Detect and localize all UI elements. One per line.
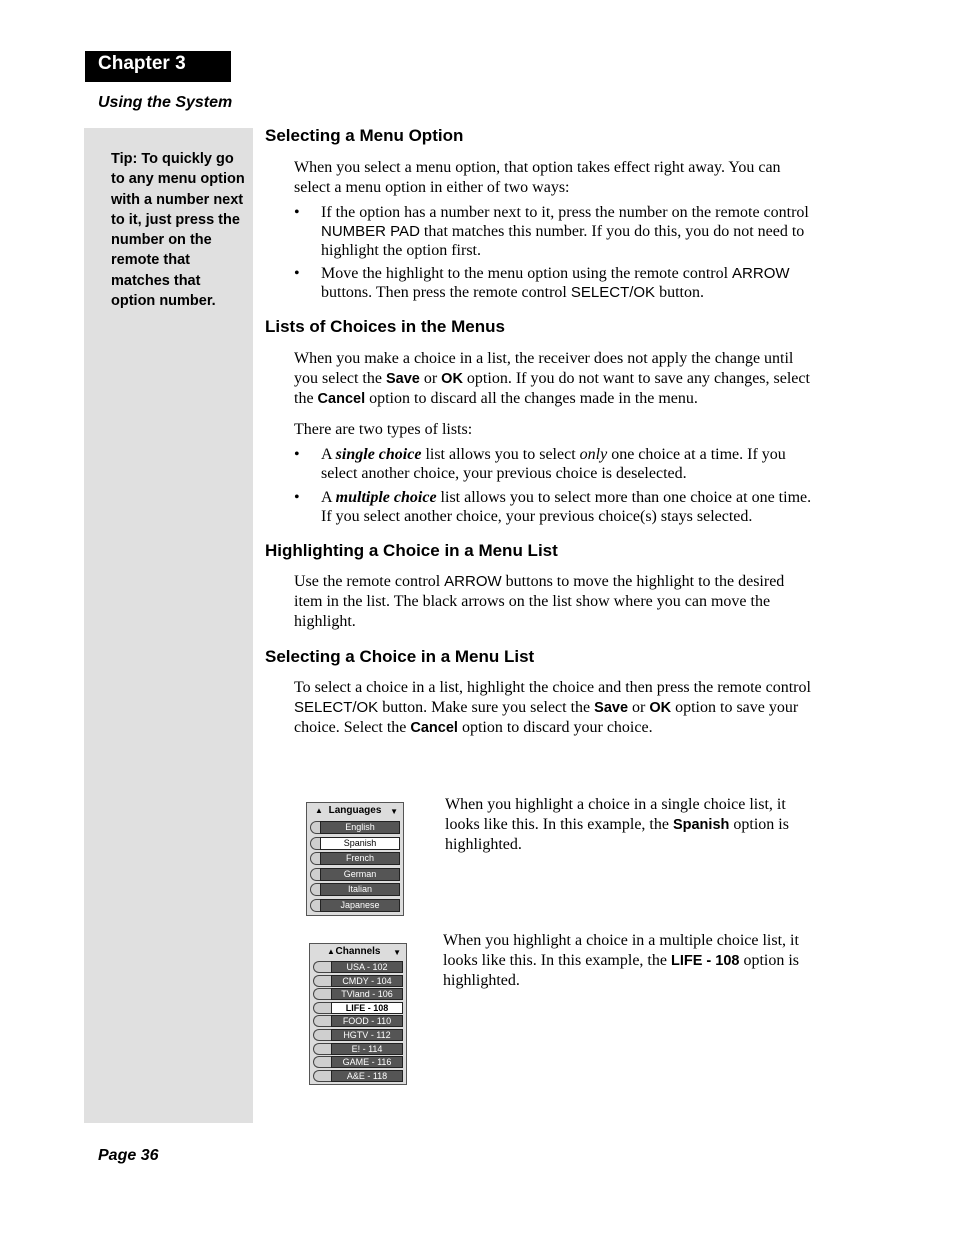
- chapter-text: Chapter 3: [98, 53, 186, 74]
- list-option[interactable]: [313, 1070, 403, 1082]
- languages-list: [306, 802, 404, 916]
- heading-lists-of-choices: Lists of Choices in the Menus: [265, 317, 505, 336]
- option-label: German: [320, 868, 400, 881]
- heading-highlighting-choice: Highlighting a Choice in a Menu List: [265, 541, 558, 560]
- list-header: ▲ Languages ▼: [307, 803, 403, 819]
- list-option[interactable]: [313, 1056, 403, 1068]
- tip-sidebar: [84, 128, 253, 1123]
- option-label: Japanese: [320, 899, 400, 912]
- bullet-list: [265, 203, 815, 302]
- list-option[interactable]: [313, 1015, 403, 1027]
- list-option[interactable]: [313, 1029, 403, 1041]
- option-label: GAME - 116: [331, 1056, 403, 1068]
- page-number: Page 36: [98, 1147, 159, 1164]
- option-label: CMDY - 104: [331, 975, 403, 987]
- list-option[interactable]: [313, 1043, 403, 1055]
- list-item: • A multiple choice list allows you to select more than one choice at one time. If you select another choice, your previous choice(s) stays selected.: [294, 489, 812, 525]
- paragraph: When you select a menu option, that option takes effect right away. You can select a menu option in either of two ways:: [294, 159, 781, 196]
- heading-selecting-menu-option: Selecting a Menu Option: [265, 126, 464, 145]
- list-option[interactable]: [313, 975, 403, 987]
- option-label: E! - 114: [331, 1043, 403, 1055]
- list-option[interactable]: [310, 821, 400, 834]
- paragraph: Use the remote control ARROW buttons to move the highlight to the desired item in the list. The black arrows on the list show where you can move the highlight.: [294, 573, 785, 630]
- list-item: • Move the highlight to the menu option using the remote control ARROW buttons. Then press the remote control SELECT/OK button.: [294, 265, 790, 301]
- list-item: • A single choice list allows you to select only one choice at a time. If you select another choice, your previous choice is deselected.: [294, 446, 786, 482]
- option-label: English: [320, 821, 400, 834]
- option-label: LIFE - 108: [331, 1002, 403, 1014]
- down-arrow-icon: ▼: [390, 807, 398, 816]
- up-arrow-icon: ▲: [315, 806, 323, 815]
- list-option[interactable]: [310, 868, 400, 881]
- bullet-list: [265, 445, 815, 526]
- option-label: Spanish: [320, 837, 400, 850]
- option-label: USA - 102: [331, 961, 403, 973]
- caption-single-choice: When you highlight a choice in a single choice list, it looks like this. In this example, the Spanish option is highlighted.: [445, 796, 789, 853]
- list-option[interactable]: [310, 899, 400, 912]
- list-option[interactable]: [313, 961, 403, 973]
- list-header: ▲ Channels ▼: [310, 944, 406, 960]
- option-label: French: [320, 852, 400, 865]
- paragraph: To select a choice in a list, highlight the choice and then press the remote control SELECT/OK button. Make sure you select the Save or OK option to save your choice. Select the Cancel option to discard your choice.: [294, 679, 811, 736]
- chapter-label: [85, 51, 231, 82]
- list-option[interactable]: [310, 837, 400, 850]
- down-arrow-icon: ▼: [393, 948, 401, 957]
- channels-list: [309, 943, 407, 1085]
- tip-text: Tip: To quickly go to any menu option with a number next to it, just press the number on the remote that matches that option number.: [111, 151, 245, 310]
- list-option[interactable]: [310, 883, 400, 896]
- option-label: HGTV - 112: [331, 1029, 403, 1041]
- list-option[interactable]: [313, 988, 403, 1000]
- paragraph: There are two types of lists:: [294, 421, 473, 438]
- list-item: • If the option has a number next to it, press the number on the remote control NUMBER PAD that matches this number. If you do this, you do not need to highlight the option first.: [294, 204, 809, 259]
- option-label: FOOD - 110: [331, 1015, 403, 1027]
- paragraph: When you make a choice in a list, the receiver does not apply the change until you select the Save or OK option. If you do not want to save any changes, select the Cancel option to discard all the changes made in the menu.: [294, 350, 810, 407]
- option-label: A&E - 118: [331, 1070, 403, 1082]
- main-content: [265, 124, 815, 738]
- option-label: TVland - 106: [331, 988, 403, 1000]
- caption-multiple-choice: When you highlight a choice in a multiple choice list, it looks like this. In this example, the LIFE - 108 option is highlighted.: [443, 932, 800, 989]
- section-title: Using the System: [98, 94, 233, 111]
- list-option[interactable]: [313, 1002, 403, 1014]
- list-option[interactable]: [310, 852, 400, 865]
- up-arrow-icon: ▲: [327, 947, 335, 956]
- heading-selecting-choice: Selecting a Choice in a Menu List: [265, 647, 535, 666]
- option-label: Italian: [320, 883, 400, 896]
